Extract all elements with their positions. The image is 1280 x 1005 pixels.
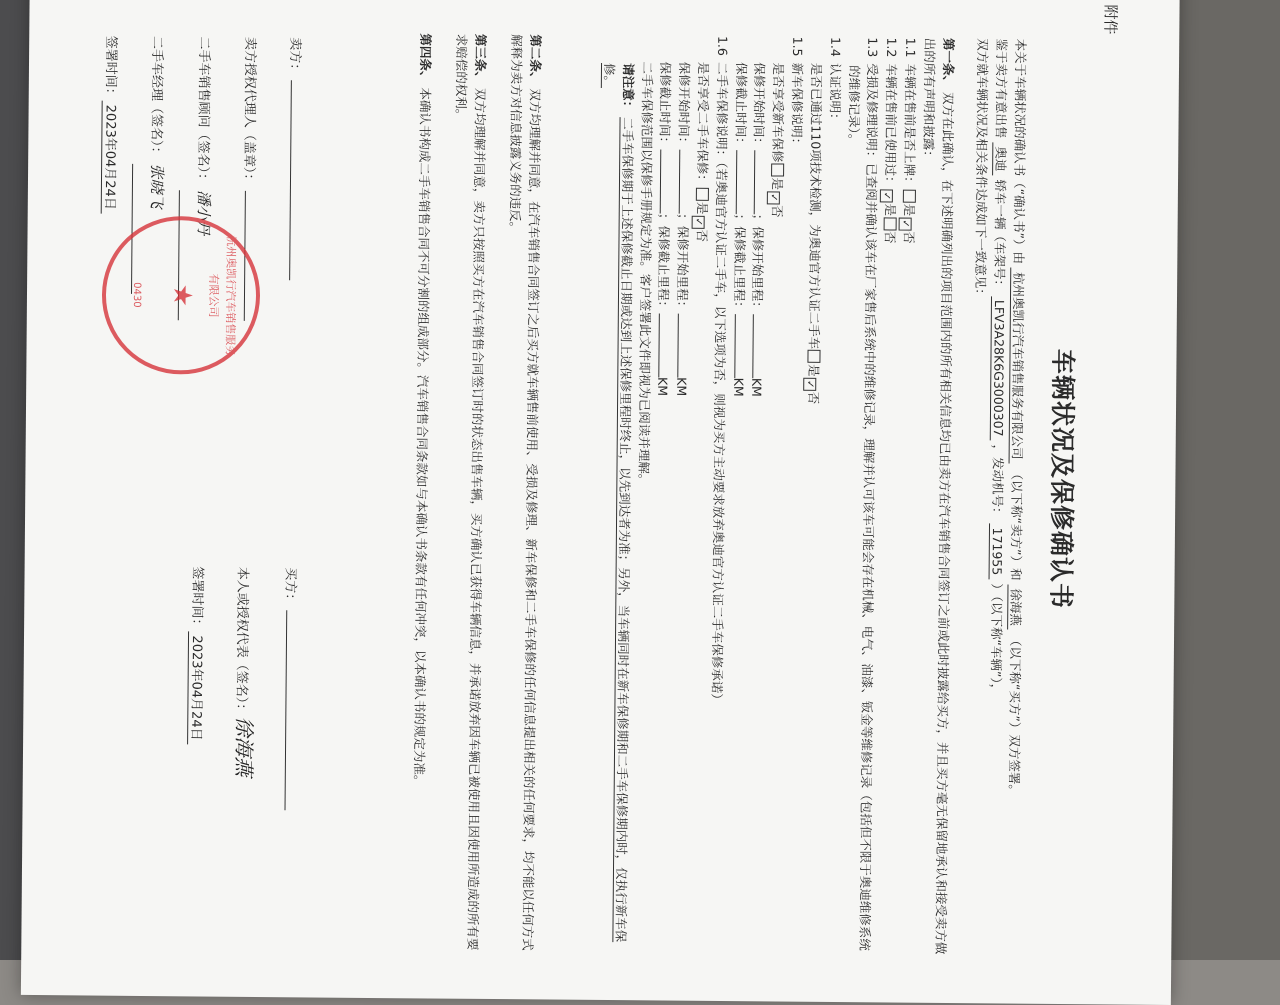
item-text: 受损及修理说明：已查阅并确认该车在厂家售后系统中的维修记录，理解并认可该车可能会存在机械、电气、油漆、钣金等维修记录（包括但不限于奥迪维修系统的维修记录）。	[846, 63, 880, 951]
item-text: 保修开始时间：	[752, 62, 768, 150]
blank-field[interactable]	[659, 313, 661, 377]
seal-code: 0430	[128, 220, 144, 370]
item-number: 1.3	[863, 37, 882, 63]
blank-field[interactable]	[754, 150, 756, 214]
item-text: 车辆在售前已使用过：	[883, 63, 899, 188]
seal-text: 杭州奥凯行汽车销售服务有限公司	[204, 231, 238, 361]
item-text: 保修截止时间：	[658, 61, 674, 149]
article-1-item: 1.2车辆在售前已使用过：✓是否	[874, 37, 901, 957]
article-1-item: 保修开始时间：；保修开始里程：KM	[742, 36, 769, 956]
checkbox-yes[interactable]	[696, 188, 709, 201]
seller-sign-date: 2023年04月24日	[101, 101, 118, 214]
buyer-signatures: 买方： 本人或授权代表（签名）：徐海燕 签署时间：2023年04月24日	[173, 566, 313, 810]
engine-number: 171955	[989, 523, 1005, 579]
item-number: 1.6	[712, 36, 731, 62]
notice: 请注意： 二手车保修期于上述保修截止日期或达到上述保修里程时终止，以先到达者为准；另外，当车辆同时在新车保修期和二手车保修期内时，仅执行新车保修。	[592, 35, 638, 955]
blank-field[interactable]	[679, 149, 681, 213]
checkbox-yes[interactable]: ✓	[880, 189, 893, 202]
article-1-item: 是否已通过110项技术检测，为奥迪官方认证二手车是✓否	[798, 37, 825, 957]
checkbox-yes[interactable]	[808, 350, 821, 363]
company-seal	[101, 216, 260, 375]
intro-line-2: 鉴于卖方有意出售 奥迪 轿车一辆（车架号： LFV3A28K6G3000307 ，发动机号： 171955 ）（以下称“车辆”），	[984, 38, 1011, 958]
buyer-signature: 徐海燕	[232, 716, 257, 776]
buyer-name: 徐海燕	[1007, 584, 1023, 630]
blank-field[interactable]	[753, 314, 755, 378]
intro	[965, 38, 1029, 958]
signature-section	[49, 35, 317, 937]
article-1-item: 是否享受新车保修是✓否	[761, 36, 788, 956]
article-1-items	[629, 35, 920, 957]
item-text: 二手车保修说明：（若奥迪官方认证二手车，以下选项为否，则视为买方主动要求放弃奥迪官方认证二手车保修承诺）	[709, 62, 730, 706]
checkbox-no[interactable]: ✓	[767, 191, 780, 204]
item-number: 1.5	[788, 37, 807, 63]
article-1	[592, 35, 958, 958]
document-title: 车辆状况及保修确认书	[1038, 0, 1085, 1004]
sales-consultant-signature: 潘小丹	[195, 190, 213, 235]
item-text: 是否已通过110项技术检测，为奥迪官方认证二手车	[807, 63, 824, 349]
checkbox-no[interactable]: ✓	[803, 378, 816, 391]
item-number: 1.4	[825, 37, 844, 63]
seller-signatures: 卖方： 卖方授权代理人（盖章）： 二手车销售顾问（签名）：潘小丹 二手车经理（签名）：张晓飞 签署时间：2023年04月24日	[86, 35, 317, 321]
article-1-item: 保修开始时间：；保修开始里程：KM	[667, 36, 694, 956]
checkbox-no[interactable]	[884, 217, 897, 230]
intro-line-3: 双方就车辆状况及相关条件达成如下一致意见：	[965, 38, 992, 958]
item-text: 保修截止时间：	[733, 62, 749, 150]
article-1-heading: 第一条、 双方在此确认，在下述明确列出的项目范围内的所有相关信息均已由卖方在汽车销售合同签订之前或此时披露给买方，并且买方毫无保留地承认和接受卖方做出的所有声明和披露：	[912, 38, 958, 958]
blank-field[interactable]	[678, 313, 680, 377]
seller-company: 杭州奥凯行汽车销售服务有限公司	[1009, 268, 1027, 464]
article-4: 第四条、 本确认书构成二手车销售合同不可分割的组成部分。汽车销售合同条款如与本确认书条款有任何冲突，以本确认书的规定为准。	[408, 33, 435, 953]
vin-number: LFV3A28K6G3000307	[990, 296, 1007, 441]
manager-signature: 张晓飞	[148, 164, 166, 209]
attachment-label: 附件	[1099, 4, 1122, 34]
article-1-item: 是否享受二手车保修：是✓否	[685, 36, 712, 956]
blank-field[interactable]	[734, 314, 736, 378]
item-text: 新车保修说明：	[790, 63, 806, 151]
item-text: 保修开始时间：	[677, 62, 693, 150]
checkbox-no[interactable]: ✓	[899, 217, 912, 230]
checkbox-no[interactable]: ✓	[692, 215, 705, 228]
article-2: 第二条、 双方均理解并同意，在汽车销售合同签订之后买方就车辆售前使用、受损及修理、新车保修和二手车保修的任何信息提出相关的任何要求，均不能以任何方式解释为卖方对信息披露义务的违反。	[499, 34, 545, 954]
checkbox-yes[interactable]	[772, 163, 785, 176]
article-1-item: 保修截止时间：；保修截止里程：KM	[723, 36, 750, 956]
article-3: 第三条、 双方均理解并同意，卖方只按照买方在汽车销售合同签订时的状态出售车辆，买方确认已获得车辆信息，并承诺放弃因车辆已被使用且因使用所造成的所有要求赔偿的权利。	[444, 34, 490, 954]
item-text: 认证说明：	[827, 63, 843, 126]
blank-field[interactable]	[735, 150, 737, 214]
item-text: 是否享受新车保修	[771, 62, 787, 162]
article-1-item: 保修截止时间：；保修截止里程：KM	[648, 35, 675, 955]
intro-line-1: 本关于车辆状况的确认书（“确认书”）由 杭州奥凯行汽车销售服务有限公司 （以下称“卖方”）和 徐海燕 （以下称“买方”）双方签署。	[1002, 39, 1029, 959]
item-text: 是否享受二手车保修：	[695, 62, 711, 187]
vehicle-brand: 奥迪	[992, 142, 1008, 175]
item-text: 二手车保修范围以保修手册规定为准。客户签署此文件即视为已阅读并理解。	[636, 61, 655, 486]
checkbox-yes[interactable]	[903, 190, 916, 203]
item-number: 1.1	[901, 38, 920, 64]
blank-field[interactable]	[660, 149, 662, 213]
article-1-item: 1.1车辆在售前是否上牌：是✓否	[893, 38, 920, 958]
item-number: 1.2	[882, 37, 901, 63]
item-text: 车辆在售前是否上牌：	[902, 64, 918, 189]
document-sheet	[21, 0, 1180, 1005]
buyer-sign-date: 2023年04月24日	[187, 631, 204, 744]
seal-star-icon: ★	[161, 220, 201, 370]
